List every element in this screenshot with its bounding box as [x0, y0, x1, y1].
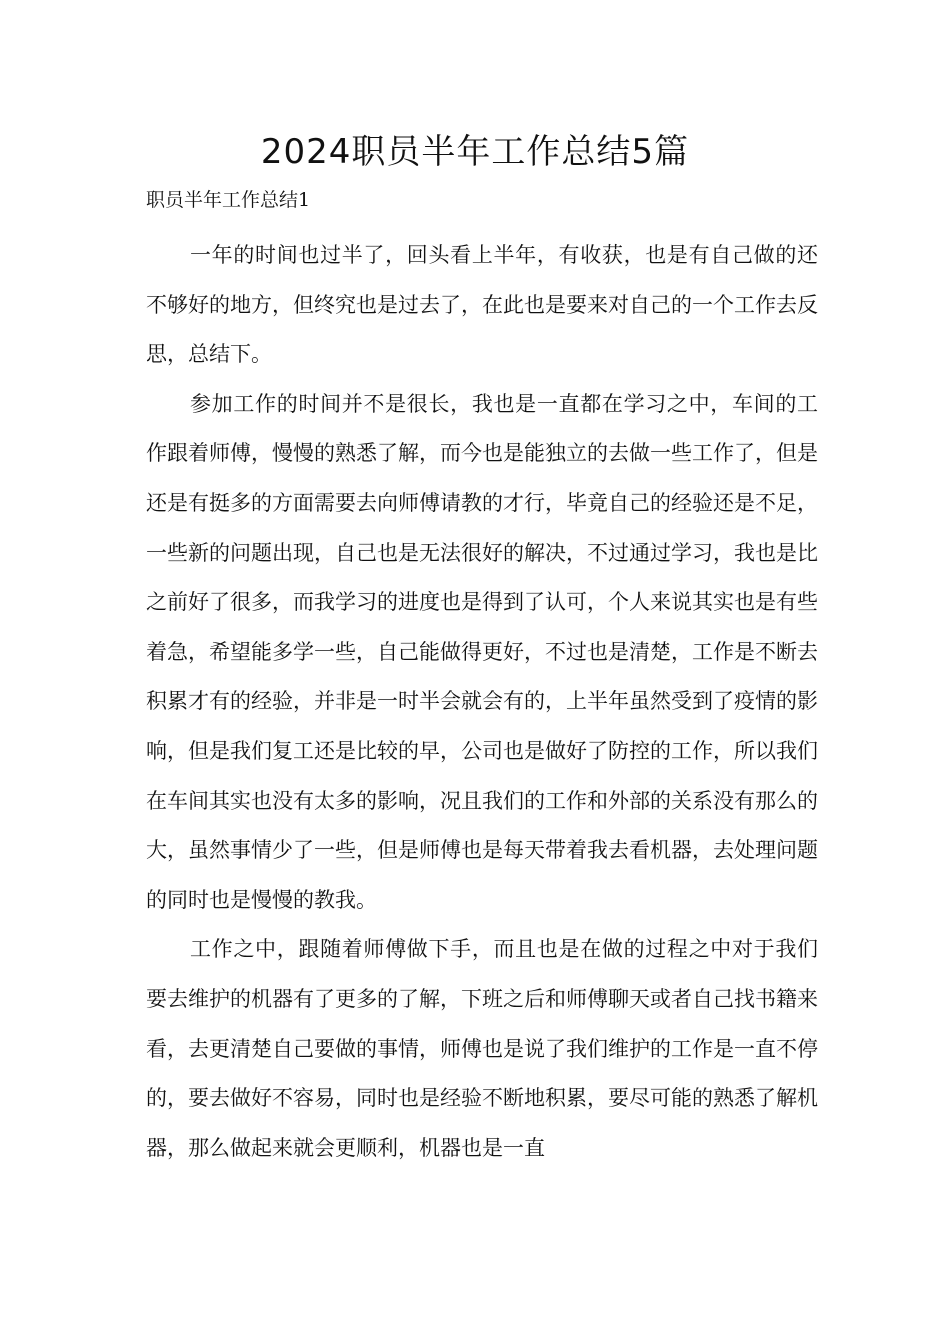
- document-title: 2024职员半年工作总结5篇: [260, 132, 690, 172]
- section-heading: 职员半年工作总结1: [146, 189, 311, 211]
- paragraph-3: 工作之中，跟随着师傅做下手，而且也是在做的过程之中对于我们要去维护的机器有了更多的了解，下班之后和师傅聊天或者自己找书籍来看，去更清楚自己要做的事情，师傅也是说了我们维护的工作是一直不停的，要去做好不容易，同时也是经验不断地积累，要尽可能的熟悉了解机器，那么做起来就会更顺利，机器也是一直: [146, 937, 818, 1160]
- document-body: [146, 231, 818, 1173]
- paragraph-2: 参加工作的时间并不是很长，我也是一直都在学习之中，车间的工作跟着师傅，慢慢的熟悉了解，而今也是能独立的去做一些工作了，但是还是有挺多的方面需要去向师傅请教的才行，毕竟自己的经验还是不足，一些新的问题出现，自己也是无法很好的解决，不过通过学习，我也是比之前好了很多，而我学习的进度也是得到了认可，个人来说其实也是有些着急，希望能多学一些，自己能做得更好，不过也是清楚，工作是不断去积累才有的经验，并非是一时半会就会有的，上半年虽然受到了疫情的影响，但是我们复工还是比较的早，公司也是做好了防控的工作，所以我们在车间其实也没有太多的影响，况且我们的工作和外部的关系没有那么的大，虽然事情少了一些，但是师傅也是每天带着我去看机器，去处理问题的同时也是慢慢的教我。: [146, 391, 818, 912]
- paragraph-1: 一年的时间也过半了，回头看上半年，有收获，也是有自己做的还不够好的地方，但终究也是过去了，在此也是要来对自己的一个工作去反思，总结下。: [146, 243, 818, 367]
